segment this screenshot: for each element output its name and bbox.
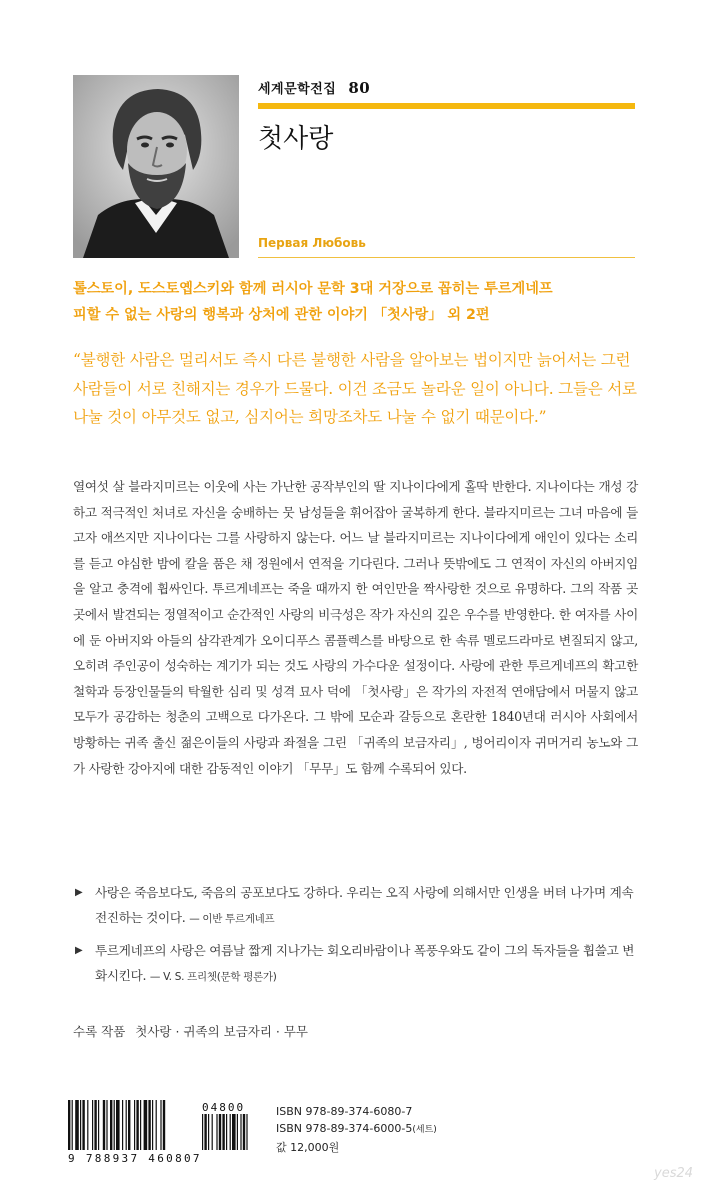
included-works [73, 1022, 308, 1040]
barcode-bar [126, 1100, 127, 1150]
barcode-bar [136, 1100, 138, 1150]
headline-line: 피할 수 없는 사랑의 행복과 상처에 관한 이야기 「첫사랑」 외 2편 [73, 307, 490, 323]
isbn-line [276, 1103, 437, 1120]
barcode-bar [156, 1100, 157, 1150]
praise-text: 사랑은 죽음보다도, 죽음의 공포보다도 강하다. 우리는 오직 사랑에 의해서만 인생을 버텨 나가며 계속 전진하는 것이다. [95, 885, 634, 925]
barcode-addon-bar [222, 1114, 224, 1150]
praise-text: 투르게네프의 사랑은 여름날 짧게 지나가는 회오리바람이나 폭풍우와도 같이 그의 독자들을 휩쓸고 변화시킨다. [95, 943, 635, 983]
barcode-bar [75, 1100, 79, 1150]
barcode-bar [148, 1100, 150, 1150]
barcode-bar [72, 1100, 73, 1150]
price: 값 12,000원 [276, 1141, 340, 1154]
triangle-bullet-icon: ▶ [75, 945, 83, 956]
barcode-addon-bar [232, 1114, 236, 1150]
barcode-bar [134, 1100, 135, 1150]
included-works-label: 수록 작품 [73, 1024, 126, 1039]
barcode-addon-bar [240, 1114, 241, 1150]
barcode-bar [80, 1100, 81, 1150]
barcode-bar [116, 1100, 120, 1150]
barcode-bar [152, 1100, 153, 1150]
pull-quote: “불행한 사람은 멀리서도 즉시 다른 불행한 사람을 알아보는 법이지만 늙어서는 그런 사람들이 서로 친해지는 경우가 드물다. 이건 조금도 놀라운 일이 아니다. 그들은 서로 나눌 것이 아무것도 없고, 심지어는 희망조차도 나눌 수 없기 때문이다.” [73, 351, 637, 426]
triangle-bullet-icon: ▶ [75, 887, 83, 898]
barcode-bar [140, 1100, 141, 1150]
praise-source: — V. S. 프리쳇(문학 평론가) [149, 971, 277, 983]
isbn-set-note: (세트) [412, 1125, 437, 1135]
praise-list [73, 880, 638, 996]
barcode-addon: 04800 [202, 1101, 246, 1114]
barcode-bar [128, 1100, 130, 1150]
barcode-bar [82, 1100, 84, 1150]
series-label [258, 78, 370, 97]
barcode-addon-bar [212, 1114, 213, 1150]
barcode-addon-bar [230, 1114, 231, 1150]
barcode-bar [68, 1100, 70, 1150]
book-title: 첫사랑 [258, 124, 334, 154]
barcode-addon-bar [219, 1114, 221, 1150]
barcode-bar [114, 1100, 115, 1150]
synopsis-body: 열여섯 살 블라지미르는 이웃에 사는 가난한 공작부인의 딸 지나이다에게 홀딱 반한다. 지나이다는 개성 강하고 적극적인 처녀로 자신을 숭배하는 뭇 남성들을 휘어잡아 굴복하게 한다. 블라지미르는 그녀 마음에 들고자 애쓰지만 지나이다는 그를 사랑하지 않는다. 어느 날 블라지미르는 지나이다에게 애인이 있다는 소리를 듣고 야심한 밤에 칼을 품은 채 정원에서 연적을 기다린다. 그러나 뜻밖에도 그 연적이 자신의 아버지임을 알고 충격에 휩싸인다. 투르게네프는 죽을 때까지 한 여인만을 짝사랑한 것으로 유명하다. 그의 작품 곳곳에서 발견되는 정열적이고 순간적인 사랑의 비극성은 작가 자신의 깊은 우수를 반영한다. 한 여자를 사이에 둔 아버지와 아들의 삼각관계가 오이디푸스 콤플렉스를 바탕으로 한 속류 멜로드라마로 변질되지 않고, 오히려 주인공이 성숙하는 계기가 되는 것도 사랑의 가수다운 설정이다. 사랑에 관한 투르게네프의 확고한 철학과 등장인물들의 탁월한 심리 및 성격 묘사 덕에 「첫사랑」은 작가의 자전적 연애담에서 머물지 않고 모두가 공감하는 청춘의 고백으로 다가온다. 그 밖에 모순과 갈등으로 혼란한 1840년대 러시아 사회에서 방황하는 귀족 출신 젊은이들의 사랑과 좌절을 그린 「귀족의 보금자리」, 벙어리이자 귀머거리 농노와 그가 사랑한 강아지에 대한 감동적인 이야기 「무무」도 함께 수록되어 있다. [73, 479, 638, 776]
barcode-bar [103, 1100, 105, 1150]
barcode-addon-bar [216, 1114, 217, 1150]
series-name: 세계문학전집 [258, 82, 337, 97]
barcode-bar [122, 1100, 123, 1150]
isbn-block [276, 1103, 437, 1156]
barcode-bar [87, 1100, 88, 1150]
barcode-bar [106, 1100, 107, 1150]
praise-item [73, 880, 638, 932]
barcode-bar [160, 1100, 161, 1150]
praise-item [73, 938, 638, 990]
praise-source: — 이반 투르게네프 [189, 913, 275, 925]
barcode-addon-bar [202, 1114, 203, 1150]
author-portrait [73, 75, 239, 258]
barcode-addon-bar [246, 1114, 247, 1150]
portrait-image [73, 75, 239, 258]
isbn-line [276, 1120, 437, 1139]
headline [73, 276, 643, 328]
barcode-bar [98, 1100, 99, 1150]
divider-line [258, 257, 635, 258]
barcode-addon-bar [237, 1114, 238, 1150]
barcode-bar [92, 1100, 93, 1150]
headline-line: 톨스토이, 도스토옙스키와 함께 러시아 문학 3대 거장으로 꼽히는 투르게네프 [73, 281, 553, 297]
barcode-bar [144, 1100, 148, 1150]
barcode-addon-bar [204, 1114, 206, 1150]
barcode-bar [110, 1100, 112, 1150]
barcode-bar [94, 1100, 96, 1150]
original-title: Первая Любовь [258, 236, 366, 250]
series-number: 80 [348, 79, 371, 97]
barcode-bar [163, 1100, 165, 1150]
barcode-addon-bar [208, 1114, 209, 1150]
watermark: yes24 [654, 1166, 694, 1181]
accent-bar [258, 103, 635, 109]
barcode-addon-bar [243, 1114, 245, 1150]
isbn-number: ISBN 978-89-374-6080-7 [276, 1105, 413, 1118]
isbn-number: ISBN 978-89-374-6000-5 [276, 1122, 413, 1135]
barcode-addon-bar [226, 1114, 227, 1150]
included-works-list: 첫사랑 · 귀족의 보금자리 · 무무 [135, 1024, 308, 1039]
barcode-digits: 9 788937 460807 [68, 1152, 202, 1165]
